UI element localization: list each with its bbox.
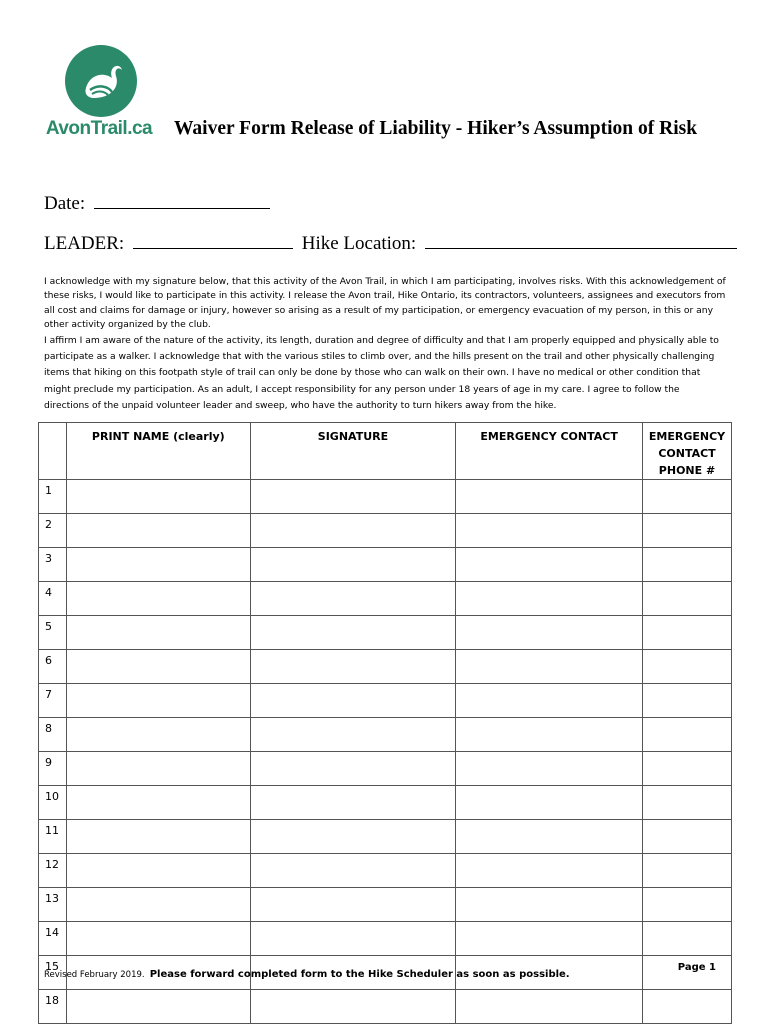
- emergency-phone-cell[interactable]: [643, 548, 732, 582]
- table-header-row: [39, 423, 732, 480]
- row-number: 6: [39, 650, 67, 684]
- table-row: [39, 650, 732, 684]
- signature-cell[interactable]: [250, 514, 456, 548]
- swan-icon: [64, 44, 138, 118]
- row-number: 4: [39, 582, 67, 616]
- table-row: [39, 990, 732, 1024]
- date-field[interactable]: [94, 192, 270, 209]
- print-name-cell[interactable]: [66, 582, 250, 616]
- signature-cell[interactable]: [250, 718, 456, 752]
- emergency-contact-cell[interactable]: [456, 990, 643, 1024]
- emergency-contact-cell[interactable]: [456, 616, 643, 650]
- print-name-cell[interactable]: [66, 650, 250, 684]
- emergency-phone-cell[interactable]: [643, 480, 732, 514]
- signature-cell[interactable]: [250, 480, 456, 514]
- row-number: 13: [39, 888, 67, 922]
- signature-cell[interactable]: [250, 820, 456, 854]
- hike-location-label: Hike Location:: [301, 233, 417, 254]
- table-row: [39, 582, 732, 616]
- row-number: 8: [39, 718, 67, 752]
- leader-label: LEADER:: [44, 233, 125, 254]
- row-number: 15: [39, 956, 67, 990]
- print-name-cell[interactable]: [66, 854, 250, 888]
- row-number: 2: [39, 514, 67, 548]
- signature-cell[interactable]: [250, 854, 456, 888]
- emergency-contact-cell[interactable]: [456, 548, 643, 582]
- table-row: [39, 548, 732, 582]
- emergency-phone-cell[interactable]: [643, 514, 732, 548]
- print-name-cell[interactable]: [66, 548, 250, 582]
- print-name-cell[interactable]: [66, 616, 250, 650]
- table-row: [39, 718, 732, 752]
- emergency-contact-cell[interactable]: [456, 650, 643, 684]
- row-number: 11: [39, 820, 67, 854]
- row-number: 9: [39, 752, 67, 786]
- column-header-emergency-phone: EMERGENCY CONTACT PHONE #: [643, 423, 732, 480]
- emergency-contact-cell[interactable]: [456, 480, 643, 514]
- emergency-contact-cell[interactable]: [456, 854, 643, 888]
- revision-date: Revised February 2019.: [44, 970, 145, 980]
- date-label: Date:: [44, 193, 86, 214]
- emergency-phone-cell[interactable]: [643, 854, 732, 888]
- emergency-contact-cell[interactable]: [456, 752, 643, 786]
- print-name-cell[interactable]: [66, 786, 250, 820]
- leader-field[interactable]: [133, 232, 293, 249]
- leader-line: [44, 232, 737, 255]
- table-row: [39, 854, 732, 888]
- row-number: 1: [39, 480, 67, 514]
- column-header-emergency-contact: EMERGENCY CONTACT: [456, 423, 643, 480]
- print-name-cell[interactable]: [66, 888, 250, 922]
- table-row: [39, 752, 732, 786]
- footer-instruction: Please forward completed form to the Hike Scheduler as soon as possible.: [149, 969, 570, 980]
- emergency-contact-cell[interactable]: [456, 888, 643, 922]
- signature-cell[interactable]: [250, 684, 456, 718]
- logo-text: AvonTrail.ca: [45, 118, 153, 139]
- column-header-signature: SIGNATURE: [250, 423, 456, 480]
- print-name-cell[interactable]: [66, 514, 250, 548]
- emergency-phone-cell[interactable]: [643, 990, 732, 1024]
- emergency-phone-cell[interactable]: [643, 616, 732, 650]
- column-header-print-name: PRINT NAME (clearly): [66, 423, 250, 480]
- row-number: 7: [39, 684, 67, 718]
- table-row: [39, 922, 732, 956]
- emergency-contact-cell[interactable]: [456, 786, 643, 820]
- row-number: 10: [39, 786, 67, 820]
- row-number: 5: [39, 616, 67, 650]
- signature-cell[interactable]: [250, 582, 456, 616]
- column-header-number: [39, 423, 67, 480]
- emergency-phone-cell[interactable]: [643, 820, 732, 854]
- emergency-phone-cell[interactable]: [643, 752, 732, 786]
- emergency-contact-cell[interactable]: [456, 684, 643, 718]
- emergency-phone-cell[interactable]: [643, 888, 732, 922]
- table-row: [39, 820, 732, 854]
- table-row: [39, 616, 732, 650]
- table-row: [39, 514, 732, 548]
- signature-cell[interactable]: [250, 752, 456, 786]
- print-name-cell[interactable]: [66, 990, 250, 1024]
- emergency-phone-cell[interactable]: [643, 684, 732, 718]
- emergency-phone-cell[interactable]: [643, 922, 732, 956]
- avon-trail-logo: [44, 44, 154, 148]
- print-name-cell[interactable]: [66, 752, 250, 786]
- print-name-cell[interactable]: [66, 820, 250, 854]
- emergency-phone-cell[interactable]: [643, 786, 732, 820]
- emergency-phone-cell[interactable]: [643, 718, 732, 752]
- acknowledgement-text: [44, 275, 726, 415]
- print-name-cell[interactable]: [66, 922, 250, 956]
- page-footer: [44, 962, 716, 981]
- table-row: [39, 786, 732, 820]
- signature-table: [38, 422, 732, 1024]
- row-number: 12: [39, 854, 67, 888]
- signature-cell[interactable]: [250, 616, 456, 650]
- row-number: 3: [39, 548, 67, 582]
- emergency-contact-cell[interactable]: [456, 922, 643, 956]
- affirmation-paragraph: I affirm I am aware of the nature of the activity, its length, duration and degree of difficulty and that I am properly equipped and physically able to participate as a walker. I acknowledge that with the various stiles to climb over, and the hills present on the trail and other physically challenging items that hiking on this footpath style of trail can only be done by those who can walk on their own. I have no medical or other condition that might preclude my participation. As an adult, I accept responsibility for any person under 18 years of age in my care. I agree to follow the directions of the unpaid volunteer leader and sweep, who have the authority to turn hikers away from the hike.: [44, 334, 719, 412]
- print-name-cell[interactable]: [66, 718, 250, 752]
- print-name-cell[interactable]: [66, 684, 250, 718]
- page-title: Waiver Form Release of Liability - Hiker’s Assumption of Risk: [174, 118, 698, 139]
- emergency-contact-cell[interactable]: [456, 514, 643, 548]
- acknowledgement-paragraph: I acknowledge with my signature below, that this activity of the Avon Trail, in which I am participating, involves risks. With this acknowledgement of these risks, I would like to participate in this activity. I release the Avon trail, Hike Ontario, its contractors, volunteers, assignees and executors from all cost and claims for damage or injury, however so arising as a result of my participation, or emergency evacuation of my person, in this or any other activity organized by the club.: [44, 276, 726, 331]
- emergency-phone-cell[interactable]: [643, 582, 732, 616]
- signature-cell[interactable]: [250, 990, 456, 1024]
- row-number: 18: [39, 990, 67, 1024]
- table-row: [39, 684, 732, 718]
- emergency-contact-cell[interactable]: [456, 718, 643, 752]
- print-name-cell[interactable]: [66, 480, 250, 514]
- hike-location-field[interactable]: [425, 232, 737, 249]
- emergency-phone-cell[interactable]: [643, 650, 732, 684]
- table-row: [39, 480, 732, 514]
- emergency-contact-cell[interactable]: [456, 582, 643, 616]
- page-number: Page 1: [677, 962, 716, 973]
- signature-cell[interactable]: [250, 548, 456, 582]
- row-number: 14: [39, 922, 67, 956]
- signature-cell[interactable]: [250, 786, 456, 820]
- signature-cell[interactable]: [250, 922, 456, 956]
- emergency-contact-cell[interactable]: [456, 820, 643, 854]
- signature-cell[interactable]: [250, 888, 456, 922]
- table-row: [39, 888, 732, 922]
- date-line: [44, 192, 270, 215]
- signature-cell[interactable]: [250, 650, 456, 684]
